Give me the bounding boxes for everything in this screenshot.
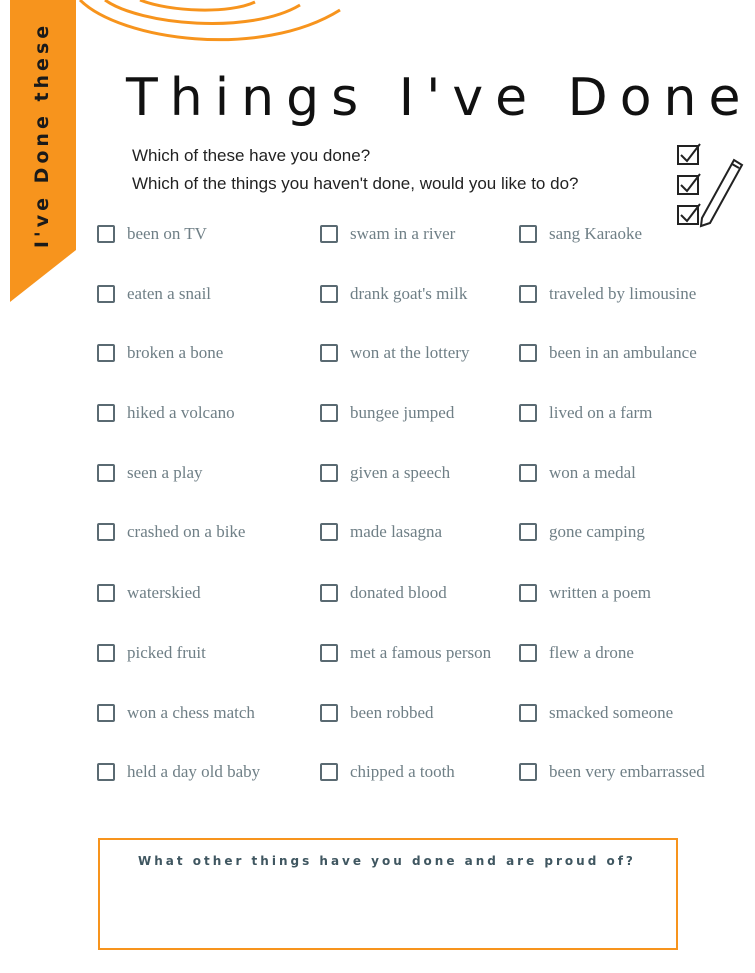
- checklist-item[interactable]: [519, 340, 697, 366]
- checkbox[interactable]: [97, 344, 115, 362]
- checklist-item-label: chipped a tooth: [350, 762, 455, 781]
- checkbox[interactable]: [320, 644, 338, 662]
- decorative-swirl: [0, 0, 755, 60]
- checklist-item-label: waterskied: [127, 583, 201, 602]
- checklist-item[interactable]: [519, 700, 673, 726]
- checkbox[interactable]: [519, 344, 537, 362]
- checklist-item[interactable]: [97, 759, 260, 785]
- page-title: Things I've Done: [126, 68, 753, 128]
- checkbox[interactable]: [97, 644, 115, 662]
- checklist-item-label: held a day old baby: [127, 762, 261, 781]
- checklist-item[interactable]: [320, 400, 454, 426]
- checklist-item-label: won a medal: [549, 463, 636, 482]
- checklist-item[interactable]: [97, 700, 255, 726]
- checkbox[interactable]: [519, 584, 537, 602]
- checklist-item[interactable]: [519, 281, 696, 307]
- checklist-item[interactable]: [97, 580, 201, 606]
- checkbox[interactable]: [519, 225, 537, 243]
- checkbox[interactable]: [519, 704, 537, 722]
- checklist-item-label: picked fruit: [127, 643, 206, 662]
- checkbox[interactable]: [519, 523, 537, 541]
- checklist-item-label: swam in a river: [350, 224, 456, 243]
- checklist-item-label: flew a drone: [549, 643, 634, 662]
- checklist-item-label: won at the lottery: [350, 343, 470, 362]
- checklist-item-label: drank goat's milk: [350, 284, 468, 303]
- checklist-item[interactable]: [519, 519, 645, 545]
- checklist-item-label: lived on a farm: [549, 403, 653, 422]
- checklist-item-label: bungee jumped: [350, 403, 455, 422]
- checklist-item-label: crashed on a bike: [127, 522, 246, 541]
- checklist-pencil-icon: [672, 140, 746, 230]
- checkbox[interactable]: [97, 763, 115, 781]
- checkbox[interactable]: [320, 464, 338, 482]
- checklist-item[interactable]: [320, 340, 469, 366]
- checklist-item[interactable]: [320, 580, 447, 606]
- checkbox[interactable]: [97, 285, 115, 303]
- checklist-item[interactable]: [519, 759, 705, 785]
- answer-box-question: What other things have you done and are proud of?: [138, 854, 636, 868]
- checklist-item[interactable]: [320, 221, 455, 247]
- checklist-item-label: hiked a volcano: [127, 403, 235, 422]
- checklist-item-label: been very embarrassed: [549, 762, 705, 781]
- checkbox[interactable]: [320, 704, 338, 722]
- checkbox[interactable]: [320, 404, 338, 422]
- checklist-item[interactable]: [320, 640, 491, 666]
- checklist-item[interactable]: [97, 221, 207, 247]
- checklist-item[interactable]: [97, 460, 203, 486]
- checkbox[interactable]: [97, 225, 115, 243]
- checklist-item[interactable]: [97, 281, 211, 307]
- checklist-item[interactable]: [97, 340, 223, 366]
- checkbox[interactable]: [519, 763, 537, 781]
- checklist-item-label: made lasagna: [350, 522, 443, 541]
- checkbox[interactable]: [320, 523, 338, 541]
- checkbox[interactable]: [97, 523, 115, 541]
- checklist-item-label: eaten a snail: [127, 284, 212, 303]
- checklist-item-label: traveled by limousine: [549, 284, 697, 303]
- checklist-item-label: been robbed: [350, 703, 434, 722]
- checklist-item-label: sang Karaoke: [549, 224, 642, 243]
- checkbox[interactable]: [320, 584, 338, 602]
- checkbox[interactable]: [519, 464, 537, 482]
- checkbox[interactable]: [320, 285, 338, 303]
- checklist-item-label: won a chess match: [127, 703, 255, 722]
- side-tab-label: I've Done these: [31, 21, 53, 249]
- checklist-item-label: written a poem: [549, 583, 651, 602]
- subtitle-line-1: Which of these have you done?: [132, 146, 371, 165]
- checkbox[interactable]: [320, 344, 338, 362]
- checklist-item[interactable]: [519, 221, 642, 247]
- checkbox[interactable]: [519, 404, 537, 422]
- checklist-item[interactable]: [320, 700, 434, 726]
- checkbox[interactable]: [97, 464, 115, 482]
- checklist-item[interactable]: [519, 460, 636, 486]
- checklist-item[interactable]: [320, 519, 442, 545]
- subtitle-line-2: Which of the things you haven't done, would you like to do?: [132, 174, 579, 193]
- checklist-item-label: given a speech: [350, 463, 451, 482]
- checklist-item[interactable]: [97, 519, 245, 545]
- checkbox[interactable]: [97, 404, 115, 422]
- checklist-item[interactable]: [320, 460, 450, 486]
- checklist-item[interactable]: [97, 400, 235, 426]
- checklist-item[interactable]: [320, 281, 467, 307]
- checklist-item[interactable]: [97, 640, 206, 666]
- checkbox[interactable]: [519, 644, 537, 662]
- checkbox[interactable]: [97, 704, 115, 722]
- checklist-item-label: met a famous person: [350, 643, 492, 662]
- checkbox[interactable]: [320, 763, 338, 781]
- checklist-item-label: donated blood: [350, 583, 447, 602]
- checklist-item[interactable]: [519, 640, 634, 666]
- checklist-item[interactable]: [519, 400, 652, 426]
- checkbox[interactable]: [97, 584, 115, 602]
- checklist-item-label: seen a play: [127, 463, 203, 482]
- checklist-item-label: smacked someone: [549, 703, 674, 722]
- checklist-item-label: broken a bone: [127, 343, 224, 362]
- checkbox[interactable]: [320, 225, 338, 243]
- checkbox[interactable]: [519, 285, 537, 303]
- checklist-item-label: been in an ambulance: [549, 343, 697, 362]
- checklist-item-label: gone camping: [549, 522, 645, 541]
- checklist-item[interactable]: [519, 580, 651, 606]
- answer-box[interactable]: [98, 838, 678, 950]
- checklist-item-label: been on TV: [127, 224, 207, 243]
- checklist-item[interactable]: [320, 759, 455, 785]
